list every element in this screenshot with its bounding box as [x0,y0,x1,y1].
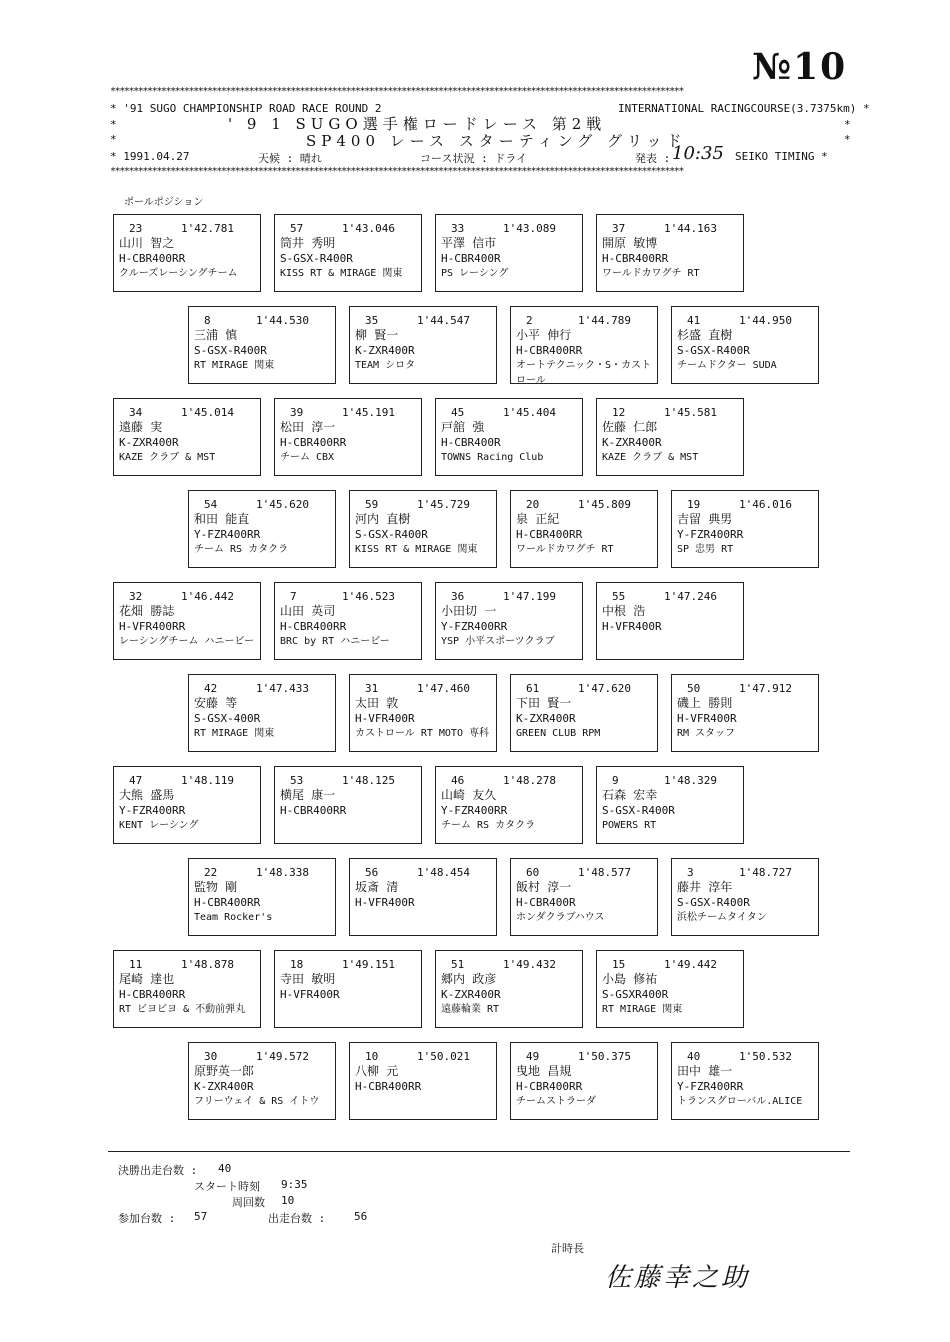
qualifying-time: 1'43.046 [342,222,395,235]
machine: Y-FZR400RR [119,804,186,817]
rider-name: 田中 雄一 [677,1064,733,1078]
grid-card [596,950,744,1028]
qualifying-time: 1'45.404 [503,406,556,419]
qualifying-time: 1'48.454 [417,866,470,879]
team-name: チーム CBX [280,452,335,463]
car-number: 10 [365,1050,379,1063]
machine: Y-FZR400RR [194,528,261,541]
machine: H-VFR400R [355,896,415,909]
machine: K-ZXR400R [441,988,501,1001]
rider-name: 中根 浩 [602,604,646,618]
star-border-bottom: **************************************************************************************************************************** [110,166,683,177]
grid-card [435,950,583,1028]
rider-name: 藤井 淳年 [677,880,733,894]
rider-name: 太田 敦 [355,696,399,710]
machine: S-GSX-R400R [280,252,353,265]
grid-card [435,214,583,292]
machine: S-GSX-R400R [355,528,428,541]
timekeeper-signature: 佐藤幸之助 [605,1263,751,1293]
rider-name: 佐藤 仁郎 [602,420,658,434]
team-name: 浜松チームタイタン [677,912,767,923]
qualifying-time: 1'48.727 [739,866,792,879]
car-number: 54 [204,498,218,511]
announce-label: 発表 : [635,152,671,165]
qualifying-time: 1'42.781 [181,222,234,235]
machine: H-CBR400RR [119,988,186,1001]
machine: S-GSX-R400R [677,344,750,357]
qualifying-time: 1'48.329 [664,774,717,787]
machine: H-CBR400R [441,436,501,449]
grid-card [671,858,819,936]
rider-name: 杉盛 直樹 [677,328,733,342]
qualifying-time: 1'45.014 [181,406,234,419]
grid-card [113,398,261,476]
qualifying-time: 1'48.125 [342,774,395,787]
qualifying-time: 1'49.432 [503,958,556,971]
machine: H-CBR400RR [194,896,261,909]
grid-card [435,766,583,844]
car-number: 33 [451,222,465,235]
entrants-value: 57 [194,1210,208,1223]
qualifying-time: 1'44.547 [417,314,470,327]
team-name: RT MIRAGE 関東 [194,728,275,739]
rider-name: 八柳 元 [355,1064,399,1078]
rider-name: 曳地 昌規 [516,1064,572,1078]
qualifying-time: 1'44.163 [664,222,717,235]
grid-card [510,306,658,384]
grid-card [596,582,744,660]
rider-name: 開原 敏博 [602,236,658,250]
laps-label: 周回数 [232,1196,265,1209]
team-name: POWERS RT [602,820,657,831]
car-number: 9 [612,774,619,787]
grid-card [113,766,261,844]
car-number: 42 [204,682,218,695]
qualifying-time: 1'47.433 [256,682,309,695]
qualifying-time: 1'48.577 [578,866,631,879]
rider-name: 戸舘 強 [441,420,485,434]
grid-card [596,214,744,292]
qualifying-time: 1'47.912 [739,682,792,695]
car-number: 59 [365,498,379,511]
grid-card [274,398,422,476]
grid-card [113,214,261,292]
rider-name: 柳 賢一 [355,328,399,342]
qualifying-time: 1'44.950 [739,314,792,327]
rider-name: 石森 宏幸 [602,788,658,802]
machine: H-VFR400R [602,620,662,633]
rider-name: 河内 直樹 [355,512,411,526]
qualifying-time: 1'50.532 [739,1050,792,1063]
star-mark: * [844,118,851,131]
qualifying-time: 1'44.530 [256,314,309,327]
team-name: 遠藤輪業 RT [441,1004,500,1015]
car-number: 32 [129,590,143,603]
qualifying-time: 1'45.809 [578,498,631,511]
grid-card [671,674,819,752]
team-name: ワールドカワグチ RT [516,544,614,555]
rider-name: 遠藤 実 [119,420,163,434]
rider-name: 小田切 一 [441,604,497,618]
car-number: 37 [612,222,626,235]
qualifying-time: 1'48.278 [503,774,556,787]
car-number: 50 [687,682,701,695]
rider-name: 小島 修祐 [602,972,658,986]
team-name: TOWNS Racing Club [441,452,544,463]
team-name: KISS RT & MIRAGE 関東 [280,268,403,279]
machine: H-VFR400R [677,712,737,725]
qualifying-time: 1'46.016 [739,498,792,511]
grid-card [349,674,497,752]
race-date: * 1991.04.27 [110,150,190,163]
car-number: 23 [129,222,143,235]
machine: H-CBR400RR [516,1080,583,1093]
grid-card [510,858,658,936]
grid-card [188,1042,336,1120]
finalists-value: 40 [218,1162,232,1175]
qualifying-time: 1'47.460 [417,682,470,695]
rider-name: 郷内 政彦 [441,972,497,986]
team-name: GREEN CLUB RPM [516,728,601,739]
rider-name: 監物 剛 [194,880,238,894]
qualifying-time: 1'48.338 [256,866,309,879]
grid-card [274,582,422,660]
qualifying-time: 1'49.572 [256,1050,309,1063]
machine: H-CBR400RR [602,252,669,265]
qualifying-time: 1'49.151 [342,958,395,971]
grid-card [596,398,744,476]
machine: H-CBR400RR [119,252,186,265]
grid-card [349,858,497,936]
grid-card [188,490,336,568]
qualifying-time: 1'46.442 [181,590,234,603]
starters-label: 出走台数 : [268,1212,326,1225]
grid-card [274,214,422,292]
car-number: 30 [204,1050,218,1063]
team-name: フリーウェイ & RS イトウ [194,1096,320,1107]
machine: Y-FZR400RR [441,620,508,633]
machine: S-GSX-R400R [677,896,750,909]
machine: K-ZXR400R [602,436,662,449]
team-name: KENT レーシング [119,820,199,831]
car-number: 11 [129,958,143,971]
document-number: №10 [752,46,848,88]
rider-name: 尾崎 達也 [119,972,175,986]
machine: S-GSX-400R [194,712,261,725]
team-name: RT ビヨビヨ & 不動前弾丸 [119,1004,246,1015]
car-number: 15 [612,958,626,971]
machine: Y-FZR400RR [677,528,744,541]
machine: H-CBR400RR [355,1080,422,1093]
team-name: RM スタッフ [677,728,736,739]
rider-name: 山川 智之 [119,236,175,250]
machine: H-VFR400R [280,988,340,1001]
car-number: 49 [526,1050,540,1063]
car-number: 35 [365,314,379,327]
rider-name: 花畑 勝誌 [119,604,175,618]
course-name: INTERNATIONAL RACINGCOURSE(3.7375km) * [618,102,870,115]
rider-name: 原野英一郎 [194,1064,255,1078]
car-number: 12 [612,406,626,419]
grid-card [113,582,261,660]
grid-card [671,1042,819,1120]
rider-name: 小平 伸行 [516,328,572,342]
qualifying-time: 1'47.199 [503,590,556,603]
machine: H-CBR400RR [280,436,347,449]
machine: S-GSXR400R [602,988,669,1001]
machine: S-GSX-R400R [602,804,675,817]
grid-card [188,674,336,752]
team-name: KAZE クラブ & MST [119,452,216,463]
rider-name: 平澤 信市 [441,236,497,250]
team-name: チームドクター SUDA [677,360,777,371]
car-number: 2 [526,314,533,327]
team-name: KISS RT & MIRAGE 関東 [355,544,478,555]
grid-card [188,858,336,936]
car-number: 57 [290,222,304,235]
finalists-label: 決勝出走台数 : [118,1164,198,1177]
qualifying-time: 1'49.442 [664,958,717,971]
car-number: 60 [526,866,540,879]
team-name: RT MIRAGE 関東 [194,360,275,371]
rider-name: 大熊 盛馬 [119,788,175,802]
star-border-top: **************************************************************************************************************************** [110,86,683,97]
car-number: 41 [687,314,701,327]
grid-card [510,490,658,568]
laps-value: 10 [281,1194,295,1207]
qualifying-time: 1'45.191 [342,406,395,419]
machine: K-ZXR400R [355,344,415,357]
rider-name: 松田 淳一 [280,420,336,434]
car-number: 46 [451,774,465,787]
car-number: 51 [451,958,465,971]
star-mark: * [110,133,117,146]
car-number: 20 [526,498,540,511]
qualifying-time: 1'44.789 [578,314,631,327]
team-name: チーム RS カタクラ [441,820,536,831]
starters-value: 56 [354,1210,368,1223]
timing-credit: SEIKO TIMING * [735,150,828,163]
team-name: BRC by RT ハニービー [280,636,390,647]
entrants-label: 参加台数 : [118,1212,176,1225]
car-number: 3 [687,866,694,879]
grid-card [188,306,336,384]
machine: H-VFR400RR [119,620,186,633]
rider-name: 山崎 友久 [441,788,497,802]
start-time-label: スタート時刻 [194,1180,260,1193]
machine: S-GSX-R400R [194,344,267,357]
rider-name: 吉留 典男 [677,512,733,526]
rider-name: 寺田 敏明 [280,972,336,986]
car-number: 61 [526,682,540,695]
qualifying-time: 1'50.375 [578,1050,631,1063]
grid-card [274,950,422,1028]
qualifying-time: 1'48.878 [181,958,234,971]
qualifying-time: 1'47.620 [578,682,631,695]
team-name: ワールドカワグチ RT [602,268,700,279]
team-name: SP 忠男 RT [677,544,734,555]
car-number: 7 [290,590,297,603]
pole-position-label: ポールポジション [124,197,204,208]
car-number: 53 [290,774,304,787]
machine: H-CBR400RR [280,620,347,633]
machine: H-CBR400RR [280,804,347,817]
grid-card [435,398,583,476]
car-number: 19 [687,498,701,511]
team-name: KAZE クラブ & MST [602,452,699,463]
machine: Y-FZR400RR [441,804,508,817]
car-number: 31 [365,682,379,695]
rider-name: 安藤 等 [194,696,238,710]
rider-name: 磯上 勝則 [677,696,733,710]
announce-time-handwritten: 10:35 [672,143,724,164]
car-number: 8 [204,314,211,327]
team-name: クルーズレーシングチーム [119,268,238,279]
grid-card [510,674,658,752]
car-number: 56 [365,866,379,879]
race-subtitle: SP400 レース スターティング グリッド [306,132,687,150]
team-name: RT MIRAGE 関東 [602,1004,683,1015]
rider-name: 三浦 慎 [194,328,238,342]
grid-card [349,490,497,568]
rider-name: 下田 賢一 [516,696,572,710]
machine: H-CBR400RR [516,344,583,357]
start-time-value: 9:35 [281,1178,308,1191]
course-condition: コース状況 : ドライ [420,152,527,165]
car-number: 47 [129,774,143,787]
car-number: 34 [129,406,143,419]
grid-card [596,766,744,844]
team-name: カストロール RT MOTO 専科 [355,728,489,739]
qualifying-time: 1'45.581 [664,406,717,419]
car-number: 39 [290,406,304,419]
qualifying-time: 1'46.523 [342,590,395,603]
machine: Y-FZR400RR [677,1080,744,1093]
machine: H-CBR400R [441,252,501,265]
machine: K-ZXR400R [516,712,576,725]
qualifying-time: 1'45.729 [417,498,470,511]
car-number: 22 [204,866,218,879]
weather: 天候 : 晴れ [258,152,322,165]
grid-card [671,306,819,384]
machine: K-ZXR400R [119,436,179,449]
machine: H-CBR400R [516,896,576,909]
qualifying-time: 1'48.119 [181,774,234,787]
grid-card [349,306,497,384]
grid-card [274,766,422,844]
grid-card [435,582,583,660]
star-mark: * [110,118,117,131]
car-number: 18 [290,958,304,971]
qualifying-time: 1'47.246 [664,590,717,603]
grid-card [510,1042,658,1120]
team-name: Team Rocker's [194,912,273,923]
machine: K-ZXR400R [194,1080,254,1093]
rider-name: 横尾 康一 [280,788,336,802]
rider-name: 和田 能直 [194,512,250,526]
car-number: 40 [687,1050,701,1063]
team-name: レーシングチーム ハニービー [119,636,254,647]
machine: H-CBR400RR [516,528,583,541]
grid-card [349,1042,497,1120]
grid-card [113,950,261,1028]
qualifying-time: 1'45.620 [256,498,309,511]
car-number: 45 [451,406,465,419]
team-name: TEAM シロタ [355,360,416,371]
grid-card [671,490,819,568]
team-name: チームストラーダ [516,1096,596,1107]
team-name: トランスグローバル.ALICE [677,1096,803,1107]
race-title: ' 9 1 SUGO選手権ロードレース 第2戦 [228,115,607,133]
team-name: オートテクニック・S・カストロール [516,360,652,386]
rider-name: 筒井 秀明 [280,236,336,250]
timekeeper-label: 計時長 [551,1242,584,1255]
rider-name: 山田 英司 [280,604,336,618]
car-number: 36 [451,590,465,603]
team-name: チーム RS カタクラ [194,544,289,555]
rider-name: 泉 正紀 [516,512,560,526]
rider-name: 飯村 淳一 [516,880,572,894]
star-mark: * [844,133,851,146]
team-name: ホンダクラブハウス [516,912,605,923]
car-number: 55 [612,590,626,603]
rider-name: 坂斎 清 [355,880,399,894]
qualifying-time: 1'43.089 [503,222,556,235]
divider-line [108,1151,850,1152]
round-title-en: * '91 SUGO CHAMPIONSHIP ROAD RACE ROUND 2 [110,102,382,115]
team-name: YSP 小平スポーツクラブ [441,636,555,647]
machine: H-VFR400R [355,712,415,725]
team-name: PS レーシング [441,268,509,279]
qualifying-time: 1'50.021 [417,1050,470,1063]
